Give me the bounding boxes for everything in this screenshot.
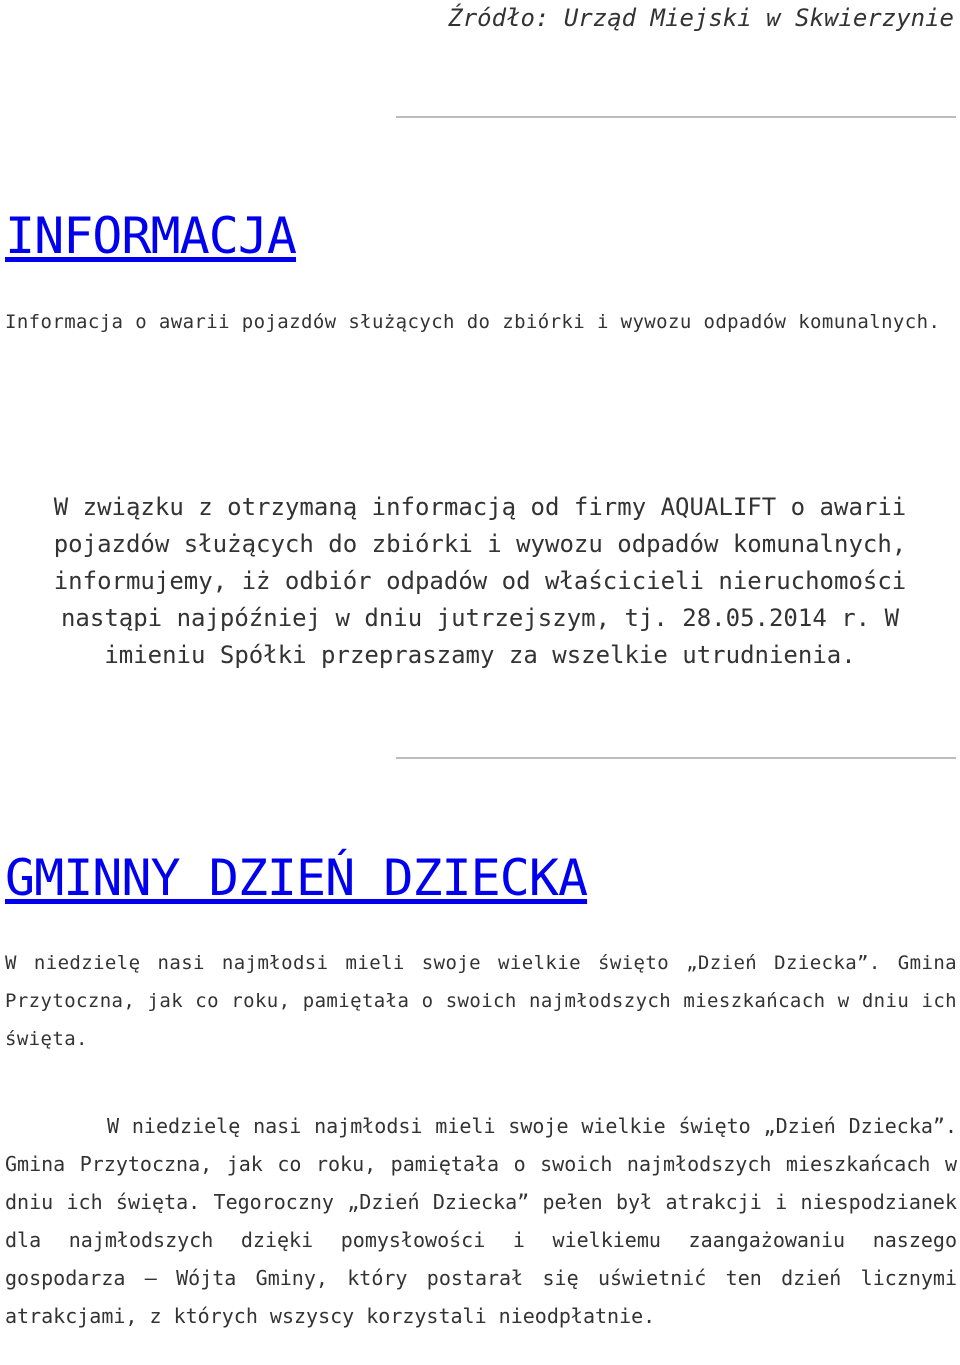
article-body-dzien-dziecka: W niedzielę nasi najmłodsi mieli swoje wielkie święto „Dzień Dziecka”. Gmina Przytoczna, jak co roku, pamiętała o swoich najmłodszych mieszkańcach w dniu ich święta. Tegoroczny „Dzień Dziecka” pełen był atrakcji i niespodzianek dla najmłodszych dzięki pomysłowości i wielkiemu zaangażowaniu naszego gospodarza – Wójta Gminy, który postarał się uświetnić ten dzień licznymi atrakcjami, z których wszyscy korzystali nieodpłatnie.	[5, 1114, 957, 1328]
article-title-informacja[interactable]: INFORMACJA	[5, 207, 297, 265]
article-lead-informacja: Informacja o awarii pojazdów służących do zbiórki i wywozu odpadów komunalnych.	[5, 311, 941, 333]
divider-middle	[396, 757, 956, 759]
divider-top	[396, 116, 956, 118]
article-lead-dzien-dziecka: W niedzielę nasi najmłodsi mieli swoje wielkie święto „Dzień Dziecka”. Gmina Przytoczna, jak co roku, pamiętała o swoich najmłodszych mieszkańcach w dniu ich święta.	[5, 952, 957, 1050]
article-body-informacja: W związku z otrzymaną informacją od firmy AQUALIFT o awarii pojazdów służących do zbiórki i wywozu odpadów komunalnych, informujemy, iż odbiór odpadów od właścicieli nieruchomości nastąpi najpóźniej w dniu jutrzejszym, tj. 28.05.2014 r. W imieniu Spółki przepraszamy za wszelkie utrudnienia.	[53, 493, 907, 669]
article-title-dzien-dziecka[interactable]: GMINNY DZIEŃ DZIECKA	[5, 849, 588, 907]
source-attribution: Źródło: Urząd Miejski w Skwierzynie	[448, 4, 954, 32]
